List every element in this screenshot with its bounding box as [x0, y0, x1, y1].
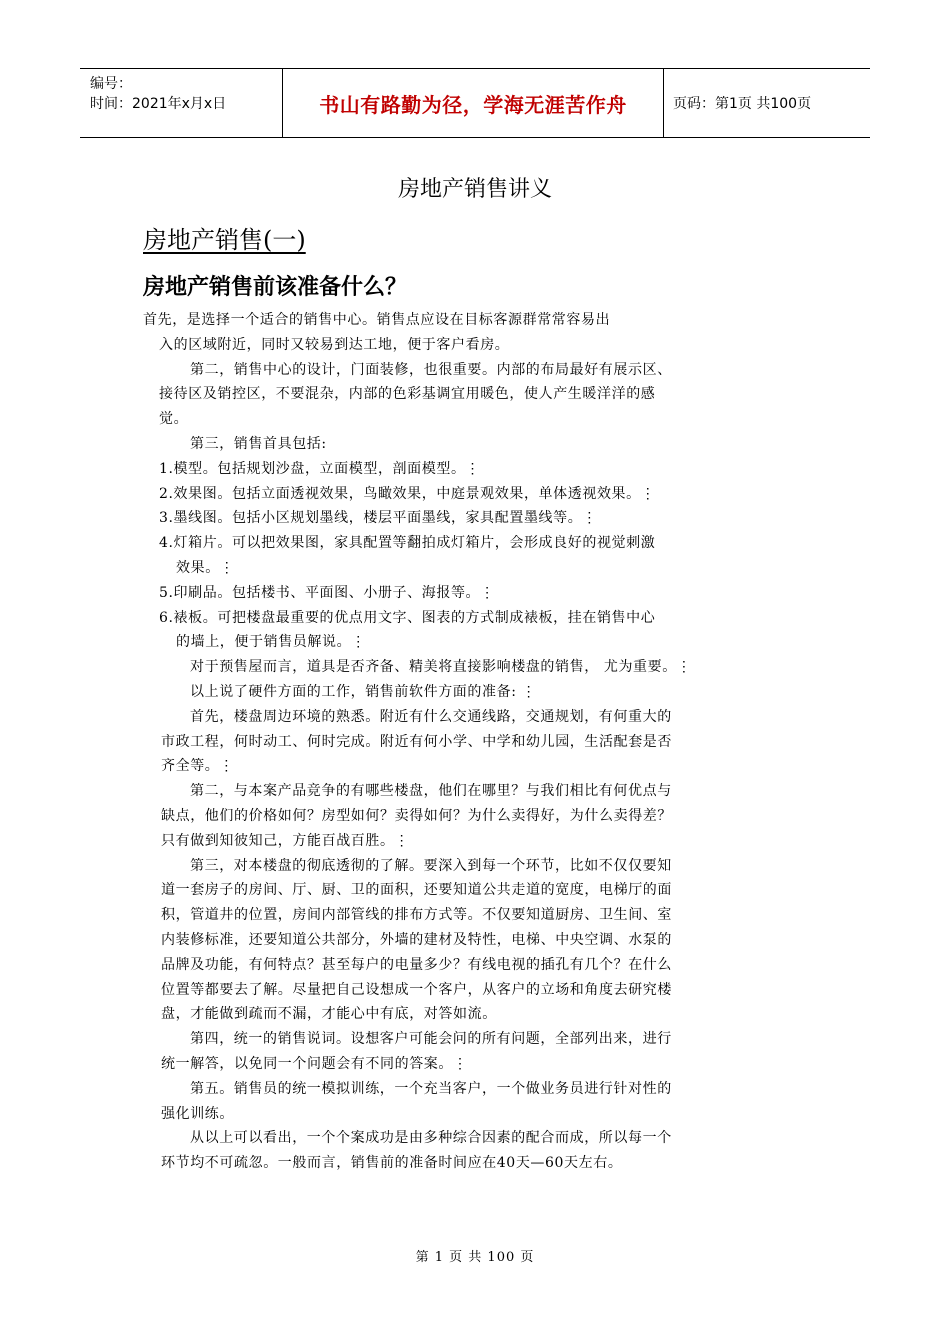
body-text: [143, 308, 783, 1176]
list-item: 3.墨线图。包括小区规划墨线，楼层平面墨线，家具配置墨线等。⋮: [159, 510, 597, 527]
text-line: 以上说了硬件方面的工作，销售前软件方面的准备: ⋮: [190, 683, 537, 700]
text-line: 内装修标准，还要知道公共部分，外墙的建材及特性，电梯、中央空调、水泵的: [161, 931, 672, 948]
text-line: 统一解答，以免同一个问题会有不同的答案。⋮: [161, 1055, 468, 1072]
header-slogan: 书山有路勤为径，学海无涯苦作舟: [319, 92, 627, 117]
subsection-heading: 房地产销售前该准备什么？: [143, 275, 408, 300]
page-header: [80, 68, 870, 138]
text-line: 积，管道井的位置，房间内部管线的排布方式等。不仅要知道厨房、卫生间、室: [161, 907, 672, 924]
header-page-info: 页码：第1页 共100页: [673, 96, 812, 112]
text-line: 首先，楼盘周边环境的熟悉。附近有什么交通线路，交通规划，有何重大的: [190, 708, 672, 725]
time-label: 时间：2021年x月x日: [90, 96, 227, 112]
text-line: 接待区及销控区，不要混杂，内部的色彩基调宜用暖色，使人产生暖洋洋的感: [159, 386, 656, 403]
text-line: 市政工程，何时动工、何时完成。附近有何小学、中学和幼儿园，生活配套是否: [161, 733, 672, 750]
text-line: 对于预售屋而言，道具是否齐备、精美将直接影响楼盘的销售， 尤为重要。⋮: [190, 659, 692, 676]
text-line: 从以上可以看出，一个个案成功是由多种综合因素的配合而成，所以每一个: [190, 1130, 672, 1147]
text-line: 缺点，他们的价格如何？房型如何？卖得如何？为什么卖得好，为什么卖得差？: [161, 807, 672, 824]
text-line: 第四，统一的销售说词。设想客户可能会问的所有问题，全部列出来，进行: [190, 1031, 672, 1048]
text-line: 环节均不可疏忽。一般而言，销售前的准备时间应在40天—60天左右。: [161, 1155, 623, 1172]
header-slogan-cell: [282, 69, 664, 137]
text-line: 道一套房子的房间、厅、厨、卫的面积，还要知道公共走道的宽度，电梯厅的面: [161, 882, 672, 899]
text-line: 位置等都要去了解。尽量把自己设想成一个客户，从客户的立场和角度去研究楼: [161, 981, 672, 998]
text-line: 第三，销售首具包括:: [190, 435, 327, 452]
header-page-cell: [663, 69, 870, 137]
text-line: 入的区域附近，同时又较易到达工地，便于客户看房。: [159, 336, 510, 353]
text-line: 强化训练。: [161, 1105, 234, 1122]
document-title: 房地产销售讲义: [397, 177, 552, 202]
list-item: 5.印刷品。包括楼书、平面图、小册子、海报等。⋮: [159, 584, 495, 601]
text-line: 觉。: [159, 411, 189, 428]
list-item: 的墙上，便于销售员解说。⋮: [176, 634, 366, 651]
text-line: 第三，对本楼盘的彻底透彻的了解。要深入到每一个环节，比如不仅仅要知: [190, 857, 672, 874]
section-heading: 房地产销售(一): [143, 226, 306, 254]
code-label: 编号：: [90, 76, 132, 92]
text-line: 齐全等。⋮: [161, 758, 234, 775]
list-item: 效果。⋮: [176, 559, 235, 576]
text-line: 第五。销售员的统一模拟训练，一个充当客户，一个做业务员进行针对性的: [190, 1080, 672, 1097]
header-meta: [80, 69, 282, 137]
list-item: 6.裱板。可把楼盘最重要的优点用文字、图表的方式制成裱板，挂在销售中心: [159, 609, 656, 626]
text-line: 首先，是选择一个适合的销售中心。销售点应设在目标客源群常常容易出: [143, 312, 611, 328]
text-line: 盘，才能做到疏而不漏，才能心中有底，对答如流。: [161, 1006, 497, 1023]
list-item: 4.灯箱片。可以把效果图，家具配置等翻拍成灯箱片，会形成良好的视觉刺激: [159, 535, 656, 552]
list-item: 1.模型。包括规划沙盘，立面模型，剖面模型。⋮: [159, 460, 481, 477]
text-line: 第二，销售中心的设计，门面装修，也很重要。内部的布局最好有展示区、: [190, 361, 672, 378]
text-line: 第二，与本案产品竞争的有哪些楼盘，他们在哪里？与我们相比有何优点与: [190, 783, 672, 800]
text-line: 品牌及功能，有何特点？甚至每户的电量多少？有线电视的插孔有几个？在什么: [161, 956, 672, 973]
list-item: 2.效果图。包括立面透视效果，鸟瞰效果，中庭景观效果，单体透视效果。⋮: [159, 485, 656, 502]
page-footer: 第 1 页 共 100 页: [415, 1250, 535, 1265]
text-line: 只有做到知彼知己，方能百战百胜。⋮: [161, 832, 410, 849]
